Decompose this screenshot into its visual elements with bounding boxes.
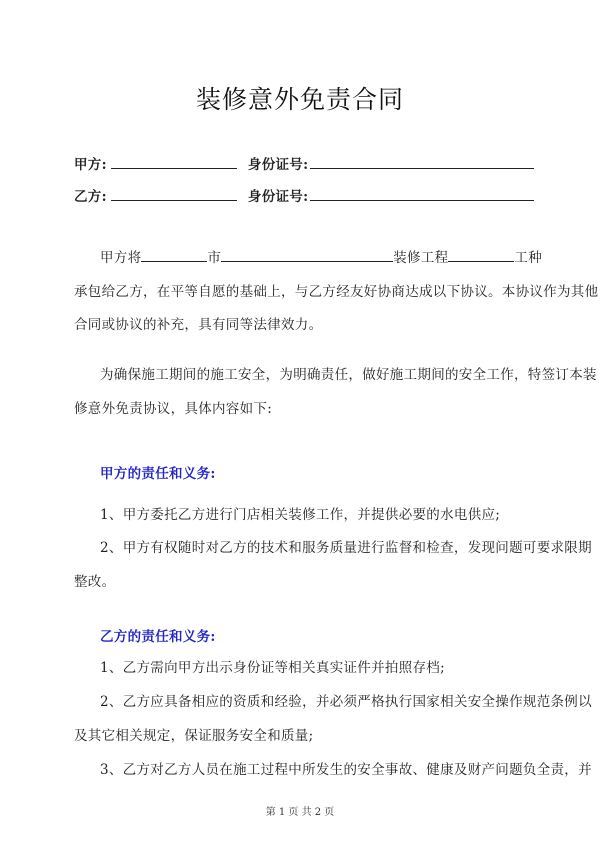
text: 工种 <box>514 250 543 266</box>
trade-blank <box>448 249 514 262</box>
party-b-blank <box>111 188 237 201</box>
party-b-id-label: 身份证号: <box>247 189 309 205</box>
party-a-id-blank <box>310 156 534 169</box>
party-a-label: 甲方: <box>74 157 107 173</box>
section-a-item-2-cont: 整改。 <box>74 574 116 590</box>
intro-p2-line-1: 为确保施工期间的施工安全，为明确责任，做好施工期间的安全工作，特签订本装 <box>100 367 597 383</box>
text: 市 <box>207 250 222 266</box>
section-a-item-2: 2、甲方有权随时对乙方的技术和服务质量进行监督和检查，发现问题可要求限期 <box>100 540 592 556</box>
party-b-id-blank <box>310 188 534 201</box>
section-b-item-2-cont: 及其它相关规定，保证服务安全和质量; <box>74 728 314 744</box>
city-blank <box>141 249 207 262</box>
page-title: 装修意外免责合同 <box>195 85 404 114</box>
section-b-heading: 乙方的责任和义务: <box>100 629 216 645</box>
party-a-id-label: 身份证号: <box>247 157 309 173</box>
section-b-item-1: 1、乙方需向甲方出示身份证等相关真实证件并拍照存档; <box>100 660 445 676</box>
party-b-label: 乙方: <box>74 189 107 205</box>
party-b-row <box>74 188 534 206</box>
intro-line-3: 合同或协议的补充，具有同等法律效力。 <box>74 317 323 333</box>
section-b-item-2: 2、乙方应具备相应的资质和经验，并必须严格执行国家相关安全操作规范条例以 <box>100 694 592 710</box>
text: 甲方将 <box>100 250 142 266</box>
party-a-row <box>74 156 534 174</box>
intro-p2-line-2: 修意外免责协议，具体内容如下: <box>74 401 273 417</box>
section-a-item-1: 1、甲方委托乙方进行门店相关装修工作，并提供必要的水电供应; <box>100 507 501 523</box>
section-a-heading: 甲方的责任和义务: <box>100 466 216 482</box>
party-a-blank <box>111 156 237 169</box>
intro-line-1 <box>100 249 542 267</box>
intro-line-2: 承包给乙方，在平等自愿的基础上，与乙方经友好协商达成以下协议。本协议作为其他 <box>74 284 599 300</box>
page-footer: 第 1 页 共 2 页 <box>265 807 335 818</box>
project-blank <box>221 249 393 262</box>
text: 装修工程 <box>393 250 449 266</box>
section-b-item-3: 3、乙方对乙方人员在施工过程中所发生的安全事故、健康及财产问题负全责，并 <box>100 762 592 778</box>
